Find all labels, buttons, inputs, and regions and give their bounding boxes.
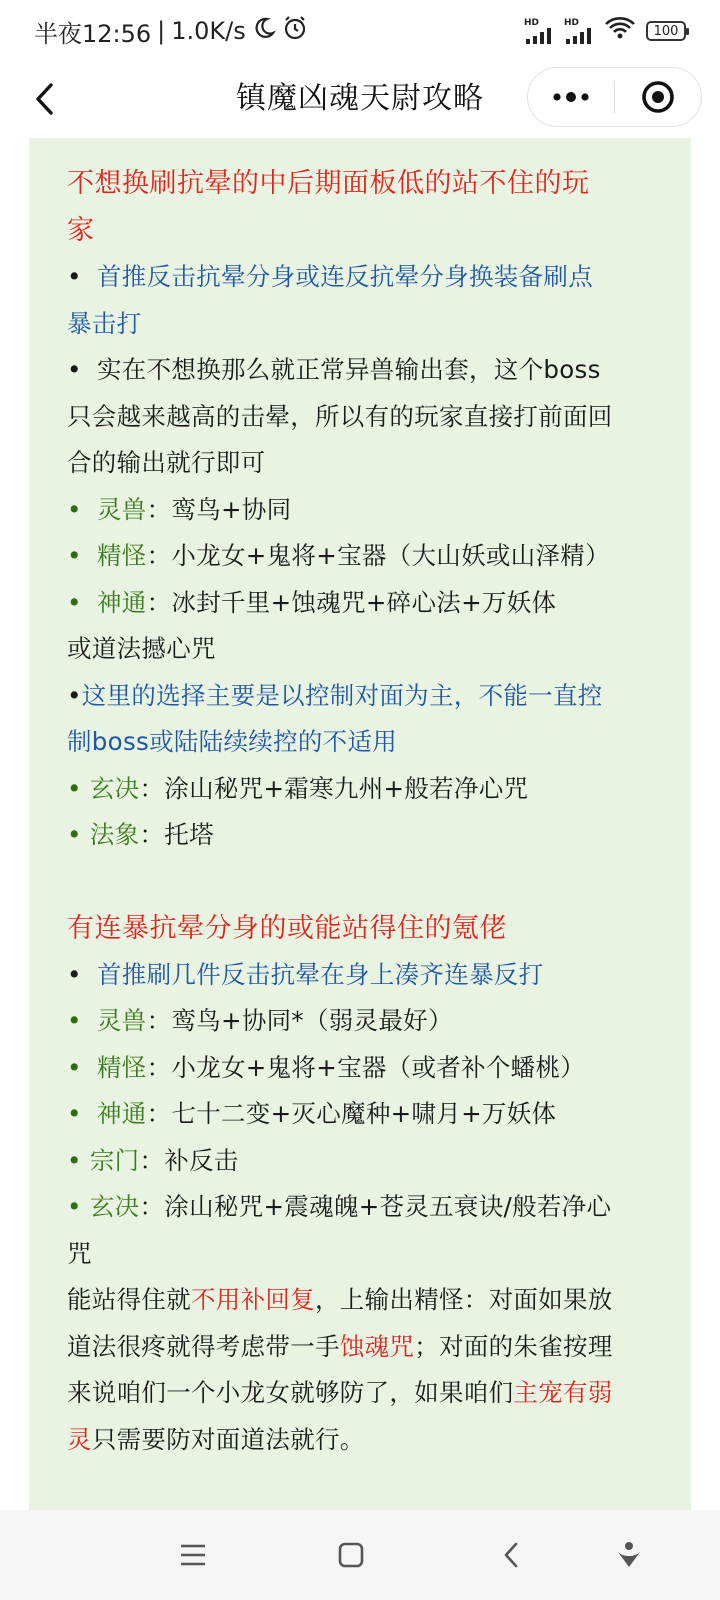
recent-apps-button[interactable] bbox=[172, 1534, 214, 1576]
status-time: 半夜12:56 bbox=[34, 19, 152, 48]
more-icon bbox=[551, 91, 591, 103]
section2-xuanjue: • 玄决：涂山秘咒+震魂魄+苍灵五衰诀/般若净心 咒 bbox=[67, 1192, 612, 1268]
section-gap bbox=[67, 859, 661, 905]
faxiang-label: 法象 bbox=[89, 820, 140, 849]
back-button[interactable] bbox=[22, 76, 68, 122]
jingguai-label: 精怪 bbox=[97, 541, 147, 570]
status-separator: | bbox=[157, 17, 166, 45]
section2-jingguai: • 精怪：小龙女+鬼将+宝器（或者补个蟠桃） bbox=[67, 1052, 586, 1082]
more-button[interactable] bbox=[528, 68, 614, 126]
menu-icon bbox=[179, 1543, 207, 1567]
section2-zongmen: • 宗门：补反击 bbox=[67, 1145, 239, 1175]
mini-program-capsule bbox=[527, 67, 702, 127]
system-nav-bar bbox=[0, 1510, 720, 1600]
target-icon bbox=[640, 79, 676, 115]
section2-lingshou: • 灵兽：鸾鸟+协同*（弱灵最好） bbox=[67, 1006, 453, 1035]
signal-icon: HD bbox=[524, 19, 554, 44]
status-right bbox=[524, 16, 686, 46]
section2-heading: 有连暴抗晕分身的或能站得住的氪佬 bbox=[67, 912, 507, 944]
assistant-button[interactable] bbox=[608, 1534, 650, 1576]
section1-shentong: • 神通：冰封千里+蚀魂咒+碎心法+万妖体 或道法撼心咒 bbox=[67, 587, 557, 663]
nav-back-icon bbox=[502, 1541, 520, 1569]
section1-lingshou: • 灵兽：鸾鸟+协同 bbox=[67, 494, 292, 524]
article-panel bbox=[29, 138, 691, 1510]
section1-note: •这里的选择主要是以控制对面为主，不能一直控 制boss或陆陆续续控的不适用 bbox=[67, 680, 603, 756]
status-left bbox=[34, 14, 308, 49]
section1-heading: 不想换刷抗晕的中后期面板低的站不住的玩 家 bbox=[67, 168, 590, 246]
xuanjue-label: 玄决 bbox=[89, 773, 140, 803]
section1-xuanjue: • 玄决：涂山秘咒+霜寒九州+般若净心咒 bbox=[67, 773, 529, 803]
alarm-icon bbox=[282, 15, 308, 47]
title-bar bbox=[0, 62, 720, 136]
close-mini-program-button[interactable] bbox=[615, 68, 701, 126]
nav-back-button[interactable] bbox=[490, 1534, 532, 1576]
wifi-icon bbox=[604, 16, 636, 46]
home-button[interactable] bbox=[330, 1534, 372, 1576]
section1-bullet2: • 实在不想换那么就正常异兽输出套，这个boss 只会越来越高的击晕，所以有的玩家直接打前面回 合的输出就行即可 bbox=[67, 355, 613, 477]
page-title: 镇魔凶魂天尉攻略 bbox=[236, 81, 484, 116]
assistant-icon bbox=[615, 1541, 643, 1569]
status-bar bbox=[0, 0, 720, 62]
moon-icon bbox=[252, 16, 276, 46]
status-speed: 1.0K/s bbox=[171, 17, 246, 45]
home-icon bbox=[338, 1542, 364, 1568]
back-icon bbox=[32, 82, 58, 116]
section2-shentong: • 神通：七十二变+灭心魔种+啸月+万妖体 bbox=[67, 1099, 557, 1128]
section1-faxiang: • 法象：托塔 bbox=[67, 820, 214, 849]
battery-icon: 100 bbox=[646, 21, 686, 41]
section1-jingguai: • 精怪：小龙女+鬼将+宝器（大山妖或山泽精） bbox=[67, 541, 610, 570]
signal-icon-2: HD bbox=[564, 19, 594, 44]
section2-paragraph: 能站得住就不用补回复，上输出精怪：对面如果放 道法很疼就得考虑带一手蚀魂咒；对面的朱雀按理 来说咱们一个小龙女就够防了，如果咱们主宠有弱 灵只需要防对面道法就行。 bbox=[67, 1285, 613, 1454]
section2-bullet1: • 首推刷几件反击抗晕在身上凑齐连暴反打 bbox=[67, 959, 544, 989]
lingshou-label: 灵兽 bbox=[97, 494, 147, 524]
section1-bullet1: • 首推反击抗晕分身或连反抗晕分身换装备刷点 暴击打 bbox=[67, 262, 593, 338]
shentong-label: 神通 bbox=[97, 587, 147, 617]
